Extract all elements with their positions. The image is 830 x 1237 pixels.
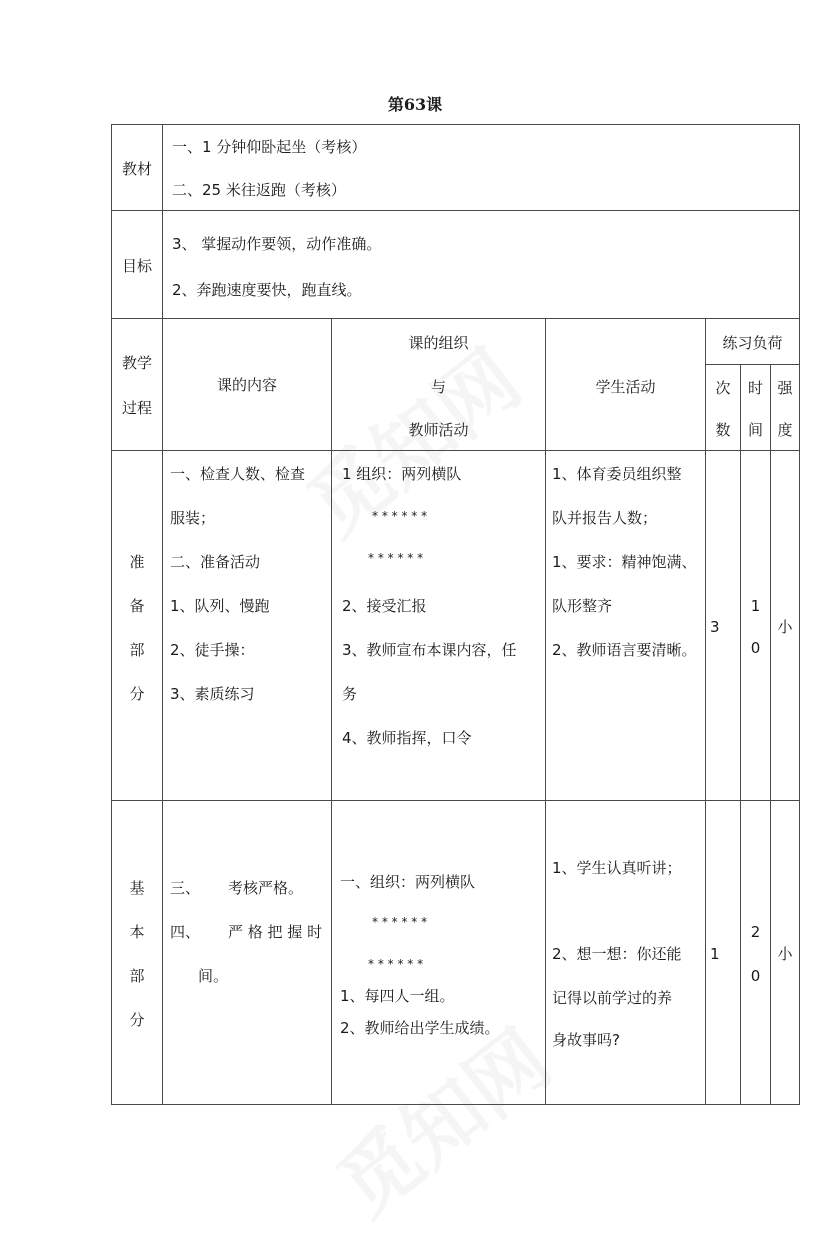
prep-org-formation: * * * * * *	[368, 551, 424, 565]
table-border	[770, 364, 771, 1105]
header-times: 数	[715, 421, 731, 439]
table-border	[799, 124, 800, 1105]
basic-label: 部	[129, 967, 145, 985]
prep-content-line: 服装；	[170, 509, 216, 527]
basic-label: 分	[129, 1011, 145, 1029]
basic-content-line: 四、	[170, 923, 201, 941]
table-border	[740, 364, 741, 1105]
header-process: 教学	[121, 354, 152, 372]
basic-content-line: 间。	[198, 967, 229, 985]
table-border	[111, 124, 800, 125]
header-intensity: 强	[777, 379, 793, 397]
basic-content-line: 三、	[170, 879, 201, 897]
basic-student-line: 1、学生认真听讲；	[552, 859, 682, 877]
prep-content-line: 一、检查人数、检查	[170, 465, 306, 483]
prep-intensity: 小	[777, 618, 793, 636]
header-org: 与	[430, 378, 446, 396]
prep-times: 3	[710, 618, 720, 636]
basic-intensity: 小	[777, 945, 793, 963]
header-intensity: 度	[777, 421, 793, 439]
prep-label: 备	[129, 597, 145, 615]
table-border	[111, 800, 800, 801]
prep-label: 部	[129, 641, 145, 659]
basic-times: 1	[710, 945, 720, 963]
basic-org-line: 一、组织：两列横队	[340, 873, 476, 891]
basic-duration: 2	[750, 923, 761, 941]
prep-student-line: 队形整齐	[552, 597, 613, 615]
basic-content-line: 考核严格。	[228, 879, 304, 897]
goals-item: 3、 掌握动作要领，动作准确。	[172, 235, 382, 253]
prep-org-line: 3、教师宣布本课内容，任	[342, 641, 517, 659]
table-border	[162, 124, 163, 1105]
prep-student-line: 队并报告人数；	[552, 509, 658, 527]
header-org: 课的组织	[408, 334, 469, 352]
prep-duration: 1	[750, 597, 761, 615]
goals-item: 2、奔跑速度要快，跑直线。	[172, 281, 362, 299]
basic-org-line: 2、教师给出学生成绩。	[340, 1019, 500, 1037]
table-border	[111, 318, 800, 319]
prep-content-line: 2、徒手操：	[170, 641, 255, 659]
prep-student-line: 1、体育委员组织整	[552, 465, 682, 483]
basic-content-line: 严 格 把 握 时	[228, 923, 323, 941]
basic-label: 本	[129, 923, 145, 941]
prep-org-line: 务	[342, 685, 358, 703]
table-border	[111, 210, 800, 211]
prep-org-line: 1 组织：两列横队	[342, 465, 462, 483]
basic-student-line: 身故事吗?	[552, 1031, 620, 1049]
prep-label: 准	[129, 553, 145, 571]
prep-org-formation: * * * * * *	[372, 509, 428, 523]
prep-org-line: 2、接受汇报	[342, 597, 427, 615]
prep-label: 分	[129, 685, 145, 703]
basic-org-formation: * * * * * *	[372, 915, 428, 929]
basic-student-line: 记得以前学过的养	[552, 989, 673, 1007]
page-title: 第63课	[387, 95, 443, 114]
prep-content-line: 1、队列、慢跑	[170, 597, 270, 615]
materials-item: 二、25 米往返跑（考核）	[172, 181, 346, 199]
basic-org-line: 1、每四人一组。	[340, 987, 455, 1005]
header-student: 学生活动	[595, 378, 656, 396]
prep-student-line: 1、要求：精神饱满、	[552, 553, 697, 571]
basic-duration: 0	[750, 967, 761, 985]
table-border	[111, 1104, 800, 1105]
prep-org-line: 4、教师指挥，口令	[342, 729, 472, 747]
prep-content-line: 3、素质练习	[170, 685, 255, 703]
materials-label: 教材	[121, 160, 152, 178]
prep-duration: 0	[750, 639, 761, 657]
basic-org-formation: * * * * * *	[368, 957, 424, 971]
header-duration: 时	[747, 379, 763, 397]
basic-label: 基	[129, 879, 145, 897]
header-org: 教师活动	[408, 421, 469, 439]
basic-student-line: 2、想一想：你还能	[552, 945, 682, 963]
header-content: 课的内容	[216, 376, 277, 394]
header-duration: 间	[747, 421, 763, 439]
header-process: 过程	[121, 399, 152, 417]
prep-student-line: 2、教师语言要清晰。	[552, 641, 697, 659]
table-border	[111, 450, 800, 451]
header-times: 次	[715, 379, 731, 397]
table-border	[545, 318, 546, 1105]
prep-content-line: 二、准备活动	[170, 553, 261, 571]
materials-item: 一、1 分钟仰卧起坐（考核）	[172, 138, 367, 156]
header-load: 练习负荷	[722, 334, 783, 352]
goals-label: 目标	[121, 257, 152, 275]
table-border	[705, 364, 800, 365]
